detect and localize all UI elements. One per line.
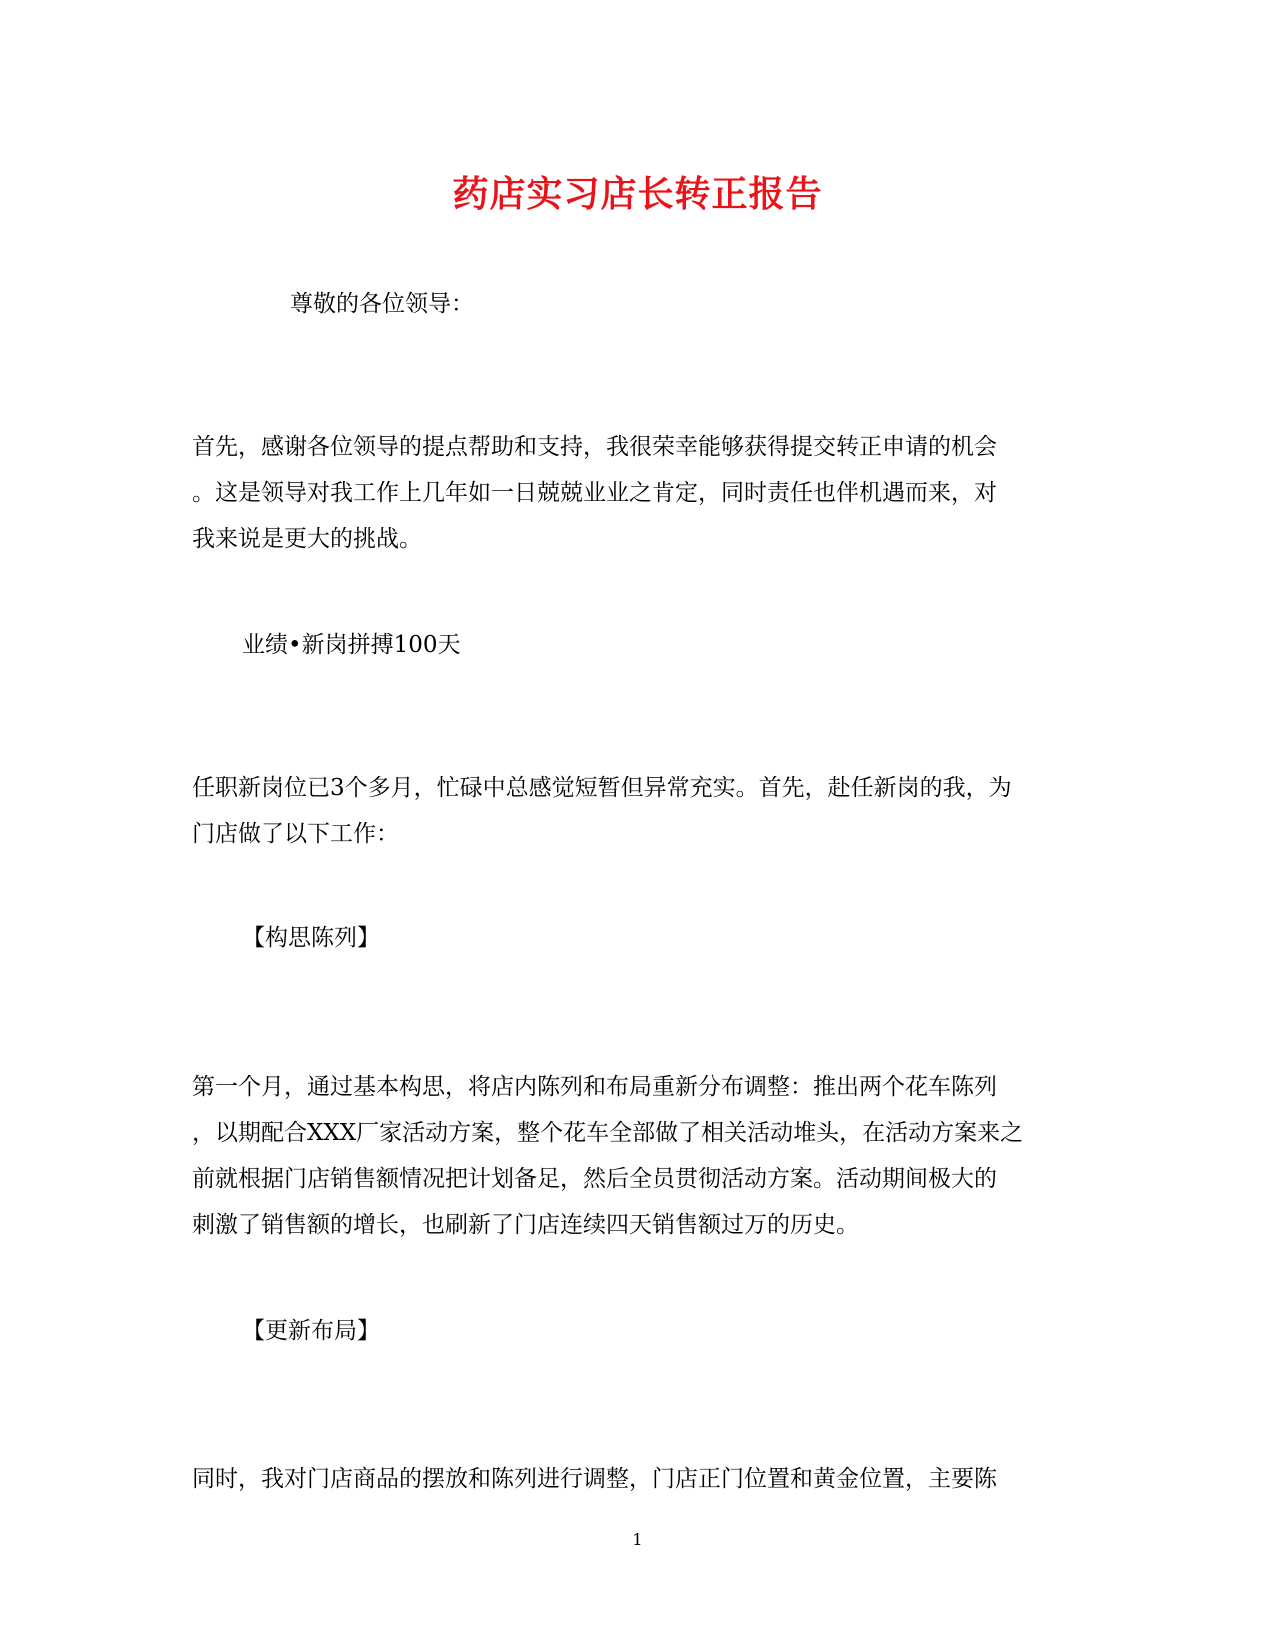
paragraph-line: 前就根据门店销售额情况把计划备足，然后全员贯彻活动方案。活动期间极大的	[192, 1166, 997, 1192]
paragraph-line: 任职新岗位已3个多月，忙碌中总感觉短暂但异常充实。首先，赴任新岗的我，为	[192, 775, 1012, 801]
paragraph-line: 同时，我对门店商品的摆放和陈列进行调整，门店正门位置和黄金位置，主要陈	[192, 1466, 997, 1492]
paragraph-line: ，以期配合XXX厂家活动方案，整个花车全部做了相关活动堆头，在活动方案来之	[192, 1120, 1024, 1146]
paragraph-line: 刺激了销售额的增长，也刷新了门店连续四天销售额过万的历史。	[192, 1212, 859, 1238]
section-heading: 【更新布局】	[242, 1318, 380, 1344]
section-heading: 【构思陈列】	[242, 925, 380, 951]
document-title: 药店实习店长转正报告	[452, 173, 823, 215]
paragraph-line: 第一个月，通过基本构思，将店内陈列和布局重新分布调整：推出两个花车陈列	[192, 1074, 997, 1100]
paragraph-line: 首先，感谢各位领导的提点帮助和支持，我很荣幸能够获得提交转正申请的机会	[192, 434, 997, 460]
salutation: 尊敬的各位领导：	[290, 291, 474, 317]
paragraph-line: 我来说是更大的挑战。	[192, 526, 422, 552]
page-number: 1	[632, 1530, 643, 1549]
paragraph-line: 。这是领导对我工作上几年如一日兢兢业业之肯定，同时责任也伴机遇而来，对	[192, 480, 997, 506]
paragraph-line: 门店做了以下工作：	[192, 821, 399, 847]
section-heading: 业绩•新岗拼搏100天	[242, 632, 461, 658]
